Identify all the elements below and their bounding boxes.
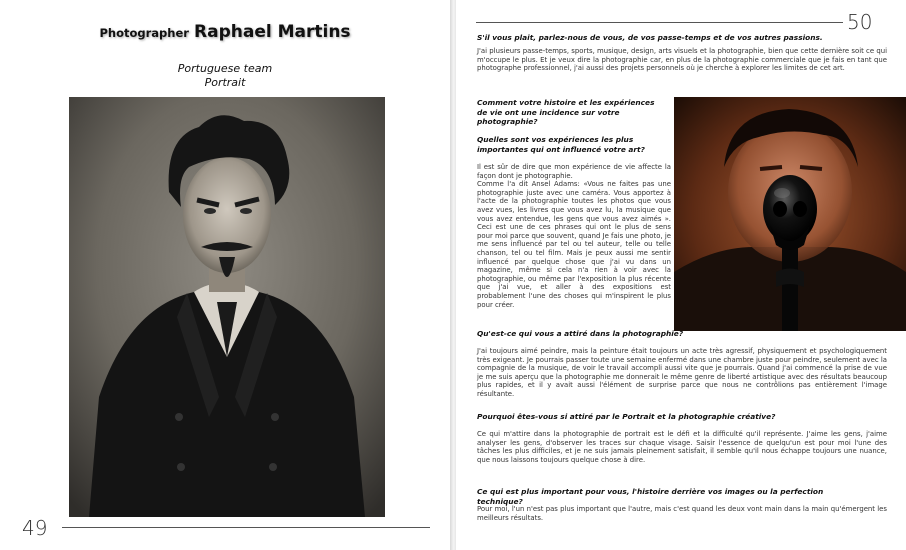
answer-6-paragraph: Pour moi, l'un n'est pas plus important que l'autre, mais c'est quand les deux vont main dans la main qu'émergent les meilleurs résultats. — [477, 505, 887, 522]
page-number-right: 50 — [847, 10, 873, 34]
page-number-left: 49 — [22, 516, 48, 540]
category-name: Portrait — [204, 76, 246, 89]
question-2: Comment votre histoire et les expériences de vie ont une incidence sur votre photographie? — [477, 98, 655, 127]
question-6: Ce qui est plus important pour vous, l'histoire derrière vos images ou la perfection technique? — [477, 487, 824, 506]
answer-3-paragraph-2: Comme l'a dit Ansel Adams: «Vous ne faites pas une photographie juste avec une caméra. Vous apportez à l'acte de la photographie toutes les photos que vous avez vues, les livres que vous avez lu, la musique que vous avez entendue, les gens que vous avez aimés ». Ceci est une de ces phrases qui ont le plus de sens pour moi parce que souvent, quand Je fais une photo, je me sens influencé par tel ou tel auteur, telle ou telle chanson, tel ou tel film. Mais je peux aussi me sentir influencé par quelque chose que j'ai vu dans un magazine, même si cela n'a rien à voir avec la photographie, ou même par l'exposition la plus récente que j'ai vue, et aller à des expositions est probablement l'une des choses qui m'inspirent le plus pour créer. — [477, 180, 671, 309]
answer-3 — [477, 163, 671, 309]
answer-5-paragraph: Ce qui m'attire dans la photographie de portrait est le défi et la difficulté qu'il représente. J'aime les gens, j'aime analyser les gens, d'observer les traces sur chaque visage. Saisir l'essence de quelqu'un est pour moi l'une des tâches les plus difficiles, et je ne suis jamais pleinement satisfait, il semble qu'il nous échappe toujours une nuance, que nous laissons toujours quelque chose à dire. — [477, 430, 887, 464]
answer-4 — [477, 347, 887, 399]
left-page — [0, 0, 450, 550]
question-4: Qu'est-ce qui vous a attiré dans la photographie? — [477, 329, 684, 338]
answer-1 — [477, 47, 887, 73]
question-5: Pourquoi êtes-vous si attiré par le Portrait et la photographie créative? — [477, 412, 776, 421]
answer-3-paragraph-1: Il est sûr de dire que mon expérience de vie affecte la façon dont je photographie. — [477, 163, 671, 180]
question-3: Quelles sont vos expériences les plus importantes qui ont influencé votre art? — [477, 135, 645, 154]
answer-6 — [477, 505, 887, 522]
footer-rule-left — [62, 527, 430, 528]
answer-5 — [477, 430, 887, 464]
photographer-name: Raphael Martins — [194, 22, 351, 42]
answer-1-paragraph: J'ai plusieurs passe-temps, sports, musique, design, arts visuels et la photographie, bien que cette dernière soit ce qui m'occupe le plus. Et je veux dire la photographie car, en plus de la photographie commerciale que je fais en tant que photographe professionnel, j'ai aussi des projets personnels où je cherche à explorer les limites de cet art. — [477, 47, 887, 73]
title-label: Photographer — [99, 26, 189, 40]
portrait-photo-left — [69, 97, 385, 517]
portrait-photo-right — [674, 97, 906, 331]
answer-4-paragraph: J'ai toujours aimé peindre, mais la peinture était toujours un acte très agressif, physiquement et psychologiquement très exigeant. Je pourrais passer toute une semaine enfermé dans une chambre juste pour peindre, seulement avec la compagnie de la musique, de voir le travail accompli aussi vite que je pourrais. Quand j'ai commencé la prise de vue je me suis aperçu que la photographie me donnerait le même genre de liberté artistique avec des résultats beaucoup plus rapides, et il y avait aussi l'élément de surprise parce que nous ne contrôlions pas entièrement l'image résultante. — [477, 347, 887, 398]
header-rule-right — [476, 22, 843, 23]
team-info — [0, 62, 450, 90]
team-name: Portuguese team — [177, 62, 273, 75]
photographer-title — [0, 22, 450, 42]
question-1: S'il vous plait, parlez-nous de vous, de vos passe-temps et de vos autres passions. — [477, 33, 823, 42]
